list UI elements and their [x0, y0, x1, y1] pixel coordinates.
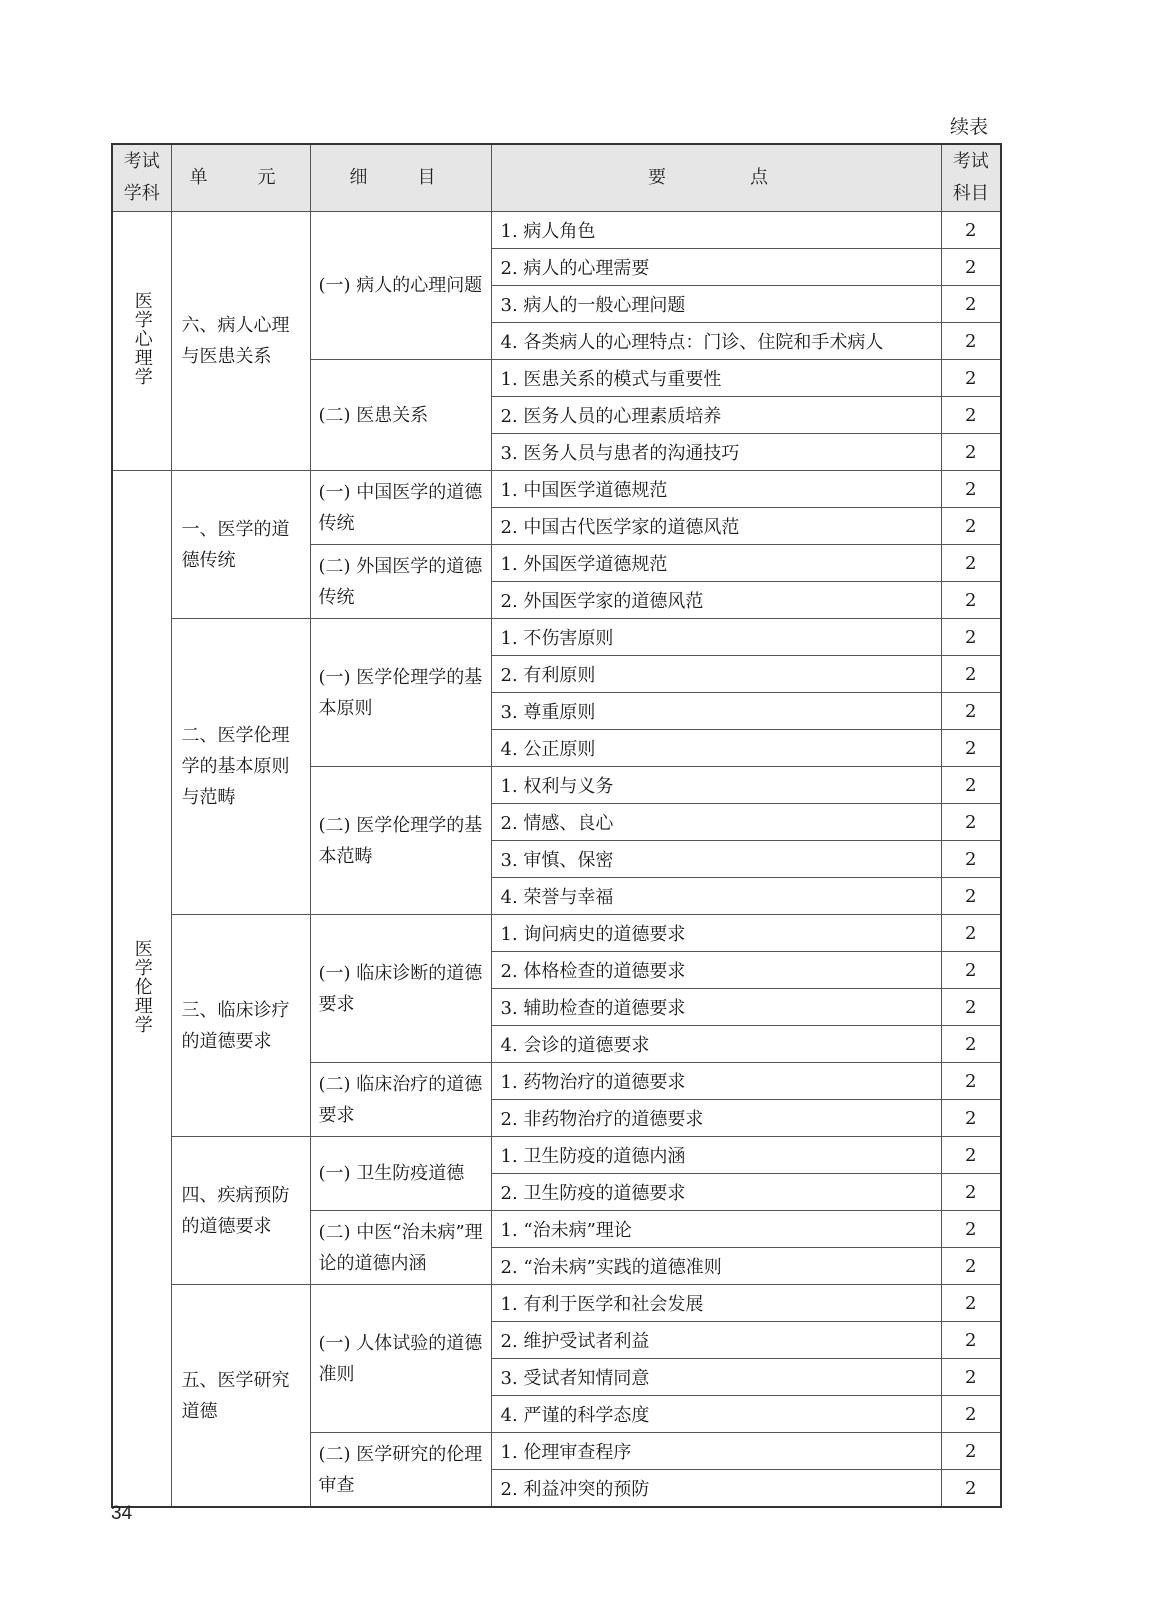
- point-cell: 1. 伦理审查程序: [491, 1433, 941, 1470]
- point-cell: 1. 权利与义务: [491, 767, 941, 804]
- detail-cell: (二) 医患关系: [310, 360, 491, 471]
- point-cell: 1. 外国医学道德规范: [491, 545, 941, 582]
- unit-cell: 四、疾病预防的道德要求: [171, 1137, 310, 1285]
- unit-cell: 二、医学伦理学的基本原则与范畴: [171, 619, 310, 915]
- exam-score-cell: 2: [941, 249, 1001, 286]
- point-cell: 2. 卫生防疫的道德要求: [491, 1174, 941, 1211]
- exam-score-cell: 2: [941, 656, 1001, 693]
- detail-cell: (二) 医学伦理学的基本范畴: [310, 767, 491, 915]
- page-number: 34: [111, 1503, 133, 1524]
- point-cell: 3. 尊重原则: [491, 693, 941, 730]
- exam-score-cell: 2: [941, 1285, 1001, 1322]
- point-cell: 1. 中国医学道德规范: [491, 471, 941, 508]
- point-cell: 2. 医务人员的心理素质培养: [491, 397, 941, 434]
- syllabus-table: [111, 143, 1002, 1508]
- header-exam: 考试 科目: [941, 144, 1001, 212]
- exam-score-cell: 2: [941, 397, 1001, 434]
- exam-score-cell: 2: [941, 952, 1001, 989]
- exam-score-cell: 2: [941, 1100, 1001, 1137]
- point-cell: 4. 会诊的道德要求: [491, 1026, 941, 1063]
- exam-score-cell: 2: [941, 878, 1001, 915]
- point-cell: 2. 病人的心理需要: [491, 249, 941, 286]
- subject-name: 医学伦理学: [131, 938, 153, 1034]
- unit-cell: 五、医学研究道德: [171, 1285, 310, 1508]
- subject-cell: [112, 212, 171, 471]
- exam-score-cell: 2: [941, 212, 1001, 249]
- point-cell: 2. 情感、良心: [491, 804, 941, 841]
- exam-score-cell: 2: [941, 767, 1001, 804]
- exam-score-cell: 2: [941, 434, 1001, 471]
- detail-cell: (二) 外国医学的道德传统: [310, 545, 491, 619]
- point-cell: 1. 药物治疗的道德要求: [491, 1063, 941, 1100]
- exam-score-cell: 2: [941, 619, 1001, 656]
- detail-cell: (二) 中医“治未病”理论的道德内涵: [310, 1211, 491, 1285]
- exam-score-cell: 2: [941, 1359, 1001, 1396]
- point-cell: 2. 维护受试者利益: [491, 1322, 941, 1359]
- unit-cell: 三、临床诊疗的道德要求: [171, 915, 310, 1137]
- exam-score-cell: 2: [941, 730, 1001, 767]
- detail-cell: (一) 人体试验的道德准则: [310, 1285, 491, 1433]
- unit-cell: 一、医学的道德传统: [171, 471, 310, 619]
- detail-cell: (一) 医学伦理学的基本原则: [310, 619, 491, 767]
- point-cell: 3. 医务人员与患者的沟通技巧: [491, 434, 941, 471]
- subject-cell: [112, 471, 171, 1508]
- point-cell: 1. 医患关系的模式与重要性: [491, 360, 941, 397]
- exam-score-cell: 2: [941, 693, 1001, 730]
- table-header-row: [112, 144, 1001, 212]
- point-cell: 2. 外国医学家的道德风范: [491, 582, 941, 619]
- point-cell: 4. 严谨的科学态度: [491, 1396, 941, 1433]
- exam-score-cell: 2: [941, 360, 1001, 397]
- point-cell: 2. 非药物治疗的道德要求: [491, 1100, 941, 1137]
- point-cell: 4. 荣誉与幸福: [491, 878, 941, 915]
- detail-cell: (一) 病人的心理问题: [310, 212, 491, 360]
- exam-score-cell: 2: [941, 286, 1001, 323]
- detail-cell: (一) 临床诊断的道德要求: [310, 915, 491, 1063]
- exam-score-cell: 2: [941, 804, 1001, 841]
- detail-cell: (二) 医学研究的伦理审查: [310, 1433, 491, 1508]
- table-row: [112, 619, 1001, 656]
- exam-score-cell: 2: [941, 1322, 1001, 1359]
- point-cell: 3. 审慎、保密: [491, 841, 941, 878]
- table-row: [112, 915, 1001, 952]
- exam-score-cell: 2: [941, 1396, 1001, 1433]
- point-cell: 2. 中国古代医学家的道德风范: [491, 508, 941, 545]
- table-row: [112, 212, 1001, 249]
- detail-cell: (一) 卫生防疫道德: [310, 1137, 491, 1211]
- header-unit: 单 元: [171, 144, 310, 212]
- point-cell: 3. 辅助检查的道德要求: [491, 989, 941, 1026]
- unit-cell: 六、病人心理与医患关系: [171, 212, 310, 471]
- point-cell: 1. 卫生防疫的道德内涵: [491, 1137, 941, 1174]
- header-detail: 细 目: [310, 144, 491, 212]
- point-cell: 2. 利益冲突的预防: [491, 1470, 941, 1508]
- exam-score-cell: 2: [941, 582, 1001, 619]
- exam-score-cell: 2: [941, 471, 1001, 508]
- point-cell: 2. 体格检查的道德要求: [491, 952, 941, 989]
- point-cell: 1. 询问病史的道德要求: [491, 915, 941, 952]
- exam-score-cell: 2: [941, 1248, 1001, 1285]
- detail-cell: (二) 临床治疗的道德要求: [310, 1063, 491, 1137]
- detail-cell: (一) 中国医学的道德传统: [310, 471, 491, 545]
- point-cell: 1. 不伤害原则: [491, 619, 941, 656]
- subject-name: 医学心理学: [131, 291, 153, 386]
- point-cell: 1. “治未病”理论: [491, 1211, 941, 1248]
- exam-score-cell: 2: [941, 915, 1001, 952]
- exam-score-cell: 2: [941, 989, 1001, 1026]
- exam-score-cell: 2: [941, 1063, 1001, 1100]
- point-cell: 3. 病人的一般心理问题: [491, 286, 941, 323]
- header-subject: 考试 学科: [112, 144, 171, 212]
- exam-score-cell: 2: [941, 1433, 1001, 1470]
- point-cell: 2. “治未病”实践的道德准则: [491, 1248, 941, 1285]
- table-row: [112, 471, 1001, 508]
- point-cell: 4. 公正原则: [491, 730, 941, 767]
- exam-score-cell: 2: [941, 1026, 1001, 1063]
- exam-score-cell: 2: [941, 508, 1001, 545]
- point-cell: 3. 受试者知情同意: [491, 1359, 941, 1396]
- point-cell: 4. 各类病人的心理特点：门诊、住院和手术病人: [491, 323, 941, 360]
- point-cell: 1. 病人角色: [491, 212, 941, 249]
- exam-score-cell: 2: [941, 1174, 1001, 1211]
- point-cell: 1. 有利于医学和社会发展: [491, 1285, 941, 1322]
- exam-score-cell: 2: [941, 1211, 1001, 1248]
- table-row: [112, 1137, 1001, 1174]
- exam-score-cell: 2: [941, 1470, 1001, 1508]
- exam-score-cell: 2: [941, 1137, 1001, 1174]
- table-row: [112, 1285, 1001, 1322]
- continued-label: 续表: [949, 116, 988, 138]
- header-points: 要 点: [491, 144, 941, 212]
- exam-score-cell: 2: [941, 323, 1001, 360]
- point-cell: 2. 有利原则: [491, 656, 941, 693]
- exam-score-cell: 2: [941, 545, 1001, 582]
- exam-score-cell: 2: [941, 841, 1001, 878]
